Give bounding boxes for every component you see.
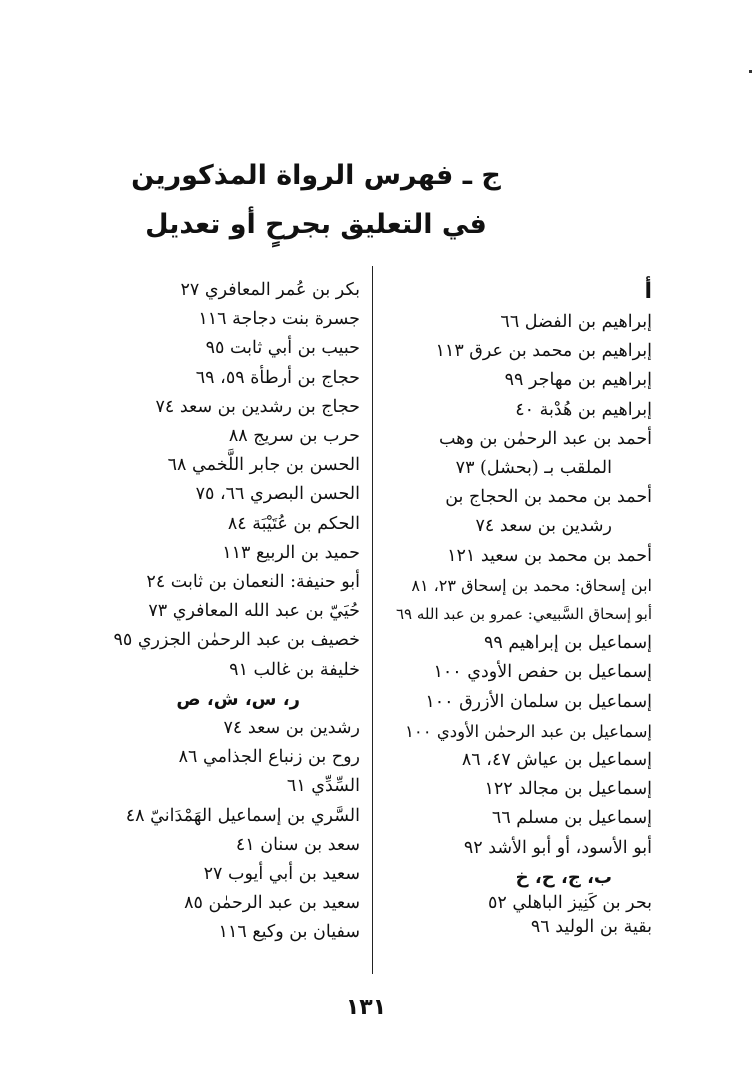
index-entry: بكر بن عُمر المعافري ٢٧: [180, 280, 360, 300]
right-column: [382, 276, 652, 940]
index-entry: أحمد بن محمد بن سعيد ١٢١: [447, 545, 652, 566]
index-entry: إسماعيل بن إبراهيم ٩٩: [483, 633, 652, 654]
index-entry: بقية بن الوليد ٩٦: [530, 917, 652, 938]
index-entry: الحكم بن عُتَيْبَة ٨٤: [227, 513, 360, 534]
index-entry: سفيان بن وكيع ١١٦: [218, 922, 360, 943]
index-entry: أبو الأسود، أو أبو الأشد ٩٢: [463, 837, 652, 858]
index-entry: إسماعيل بن عياش ٤٧، ٨٦: [461, 750, 652, 771]
index-title: ج ـ فهرس الرواة المذكورين: [131, 160, 501, 191]
left-column: [80, 276, 360, 948]
index-entry: الحسن البصري ٦٦، ٧٥: [195, 484, 360, 505]
column-divider: [372, 266, 373, 974]
index-subtitle: في التعليق بجرحٍ أو تعديل: [145, 209, 487, 240]
section-letter-ra-sin-shin-sad: ر، س، ش، ص: [176, 688, 300, 710]
index-entry: إسماعيل بن سلمان الأزرق ١٠٠: [425, 691, 652, 712]
index-entry: جسرة بنت دجاجة ١١٦: [198, 309, 360, 330]
index-entry: حُيَيّ بن عبد الله المعافري ٧٣: [148, 601, 360, 622]
index-entry: إبراهيم بن هُدْبة ٤٠: [515, 399, 652, 420]
index-entry-continuation: رشدين بن سعد ٧٤: [475, 516, 612, 537]
index-entry: إبراهيم بن مهاجر ٩٩: [504, 370, 652, 391]
index-entry: إبراهيم بن الفضل ٦٦: [500, 312, 652, 332]
index-entry: سعد بن سنان ٤١: [235, 834, 360, 855]
index-entry: الحسن بن جابر اللَّخمي ٦٨: [167, 455, 360, 476]
index-entry: حميد بن الربيع ١١٣: [222, 542, 360, 563]
index-entry: السَّري بن إسماعيل الهَمْدَانيّ ٤٨: [125, 805, 360, 826]
index-entry: إسماعيل بن حفص الأودي ١٠٠: [433, 662, 652, 683]
index-entry: أحمد بن عبد الرحمٰن بن وهب: [438, 428, 652, 449]
index-entry: رشدين بن سعد ٧٤: [223, 718, 360, 739]
index-entry: أبو حنيفة: النعمان بن ثابت ٢٤: [146, 572, 360, 593]
index-entry: حرب بن سريج ٨٨: [228, 426, 360, 447]
index-entry: ابن إسحاق: محمد بن إسحاق ٢٣، ٨١: [411, 575, 652, 595]
section-letter-ba-jim-ha-kha: ب، ج، ح، خ: [515, 866, 612, 888]
index-entry: إسماعيل بن مجالد ١٢٢: [484, 779, 652, 800]
index-entry: السِّدِّي ٦١: [286, 776, 360, 797]
section-letter-alef: أ: [644, 279, 652, 304]
index-entry: إسماعيل بن مسلم ٦٦: [491, 808, 652, 829]
index-entry: إسماعيل بن عبد الرحمٰن الأودي ١٠٠: [405, 721, 652, 741]
page-number: ١٣١: [345, 995, 387, 1020]
index-entry: سعيد بن عبد الرحمٰن ٨٥: [184, 893, 360, 914]
index-entry: أحمد بن محمد بن الحجاج بن: [445, 487, 652, 508]
index-entry: أبو إسحاق السَّبيعي: عمرو بن عبد الله ٦٩: [395, 605, 652, 624]
index-entry: حجاج بن أرطأة ٥٩، ٦٩: [195, 367, 360, 388]
index-entry: خصيف بن عبد الرحمٰن الجزري ٩٥: [113, 630, 360, 651]
index-entry: حبيب بن أبي ثابت ٩٥: [205, 338, 360, 359]
index-entry-continuation: الملقب بـ (بحشل) ٧٣: [455, 458, 612, 479]
index-entry: خليفة بن غالب ٩١: [229, 659, 360, 680]
index-entry: سعيد بن أبي أيوب ٢٧: [203, 864, 360, 885]
index-entry: إبراهيم بن محمد بن عرق ١١٣: [435, 341, 652, 362]
index-entry: بحر بن كَنِيز الباهلي ٥٢: [487, 893, 652, 914]
index-entry: روح بن زنباع الجذامي ٨٦: [178, 747, 360, 768]
index-entry: حجاج بن رشدين بن سعد ٧٤: [155, 396, 360, 417]
